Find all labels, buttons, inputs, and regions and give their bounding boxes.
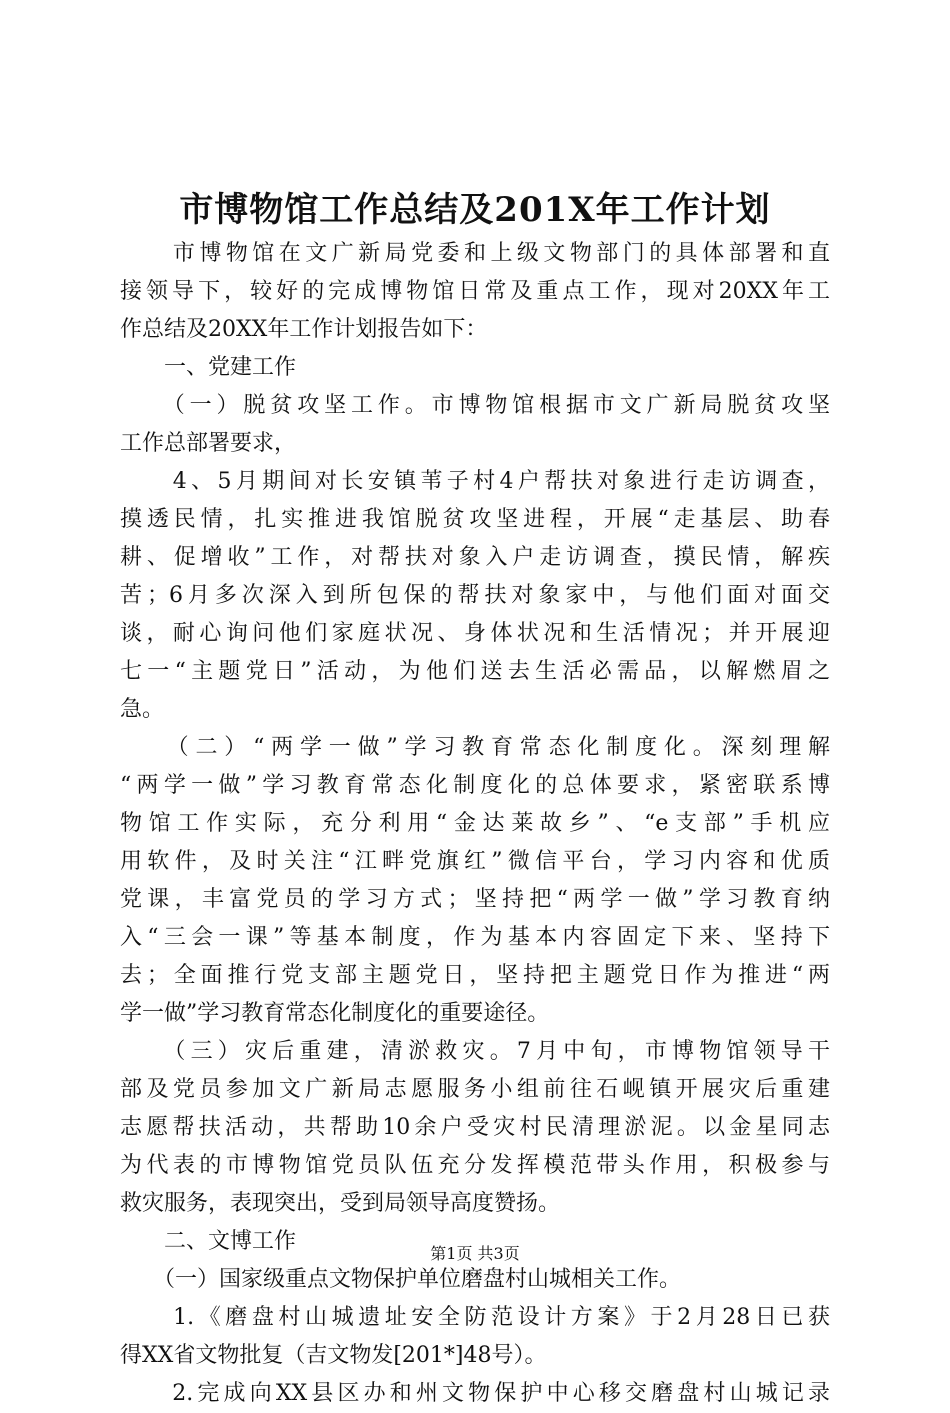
text-line: 1.《磨盘村山城遗址安全防范设计方案》于2月28日已获 [120, 1305, 830, 1330]
text-line: 物馆工作实际，充分利用“金达莱故乡”、“e支部”手机应 [120, 811, 830, 836]
text-line: 党课，丰富党员的学习方式；坚持把“两学一做”学习教育纳 [120, 887, 830, 912]
text-line: 4、5月期间对长安镇苇子村4户帮扶对象进行走访调查， [120, 469, 830, 494]
text-line: 急。 [120, 697, 165, 722]
section-heading: 一、党建工作 [120, 355, 297, 380]
page-footer: 第1页 共3页 [430, 1244, 520, 1263]
text-line: 得XX省文物批复（吉文物发[201*]48号）。 [120, 1343, 547, 1368]
document-title: 市博物馆工作总结及201X年工作计划 [179, 190, 771, 230]
text-line: 耕、促增收”工作，对帮扶对象入户走访调查，摸民情，解疾 [120, 545, 830, 570]
text-line: 市博物馆在文广新局党委和上级文物部门的具体部署和直 [120, 241, 830, 266]
text-line: 救灾服务，表现突出，受到局领导高度赞扬。 [120, 1191, 561, 1216]
text-line: 苦；6月多次深入到所包保的帮扶对象家中，与他们面对面交 [120, 583, 830, 608]
document-body [120, 235, 830, 1413]
text-line: （三）灾后重建，清淤救灾。7月中旬，市博物馆领导干 [120, 1039, 830, 1064]
text-line: 学一做”学习教育常态化制度化的重要途径。 [120, 1001, 550, 1026]
text-line: “两学一做”学习教育常态化制度化的总体要求，紧密联系博 [120, 773, 830, 798]
section-heading: 二、文博工作 [120, 1229, 297, 1254]
text-line: 接领导下，较好的完成博物馆日常及重点工作，现对20XX年工 [120, 279, 830, 304]
text-line: （一）国家级重点文物保护单位磨盘村山城相关工作。 [120, 1267, 682, 1292]
text-line: 部及党员参加文广新局志愿服务小组前往石岘镇开展灾后重建 [120, 1077, 830, 1102]
text-line: 用软件，及时关注“江畔党旗红”微信平台，学习内容和优质 [120, 849, 830, 874]
text-line: 为代表的市博物馆党员队伍充分发挥模范带头作用，积极参与 [120, 1153, 830, 1178]
text-line: 工作总部署要求， [120, 431, 297, 456]
text-line: （一）脱贫攻坚工作。市博物馆根据市文广新局脱贫攻坚 [120, 393, 830, 418]
text-line: 去；全面推行党支部主题党日，坚持把主题党日作为推进“两 [120, 963, 830, 988]
text-line: 志愿帮扶活动，共帮助10余户受灾村民清理淤泥。以金星同志 [120, 1115, 830, 1140]
text-line: （二）“两学一做”学习教育常态化制度化。深刻理解 [120, 735, 830, 760]
text-line: 入“三会一课”等基本制度，作为基本内容固定下来、坚持下 [120, 925, 830, 950]
text-line: 七一“主题党日”活动，为他们送去生活必需品，以解燃眉之 [120, 659, 830, 684]
text-line: 2.完成向XX县区办和州文物保护中心移交磨盘村山城记录 [120, 1381, 830, 1406]
text-line: 谈，耐心询问他们家庭状况、身体状况和生活情况；并开展迎 [120, 621, 830, 646]
text-line: 作总结及20XX年工作计划报告如下： [120, 317, 488, 342]
text-line: 摸透民情，扎实推进我馆脱贫攻坚进程，开展“走基层、助春 [120, 507, 830, 532]
